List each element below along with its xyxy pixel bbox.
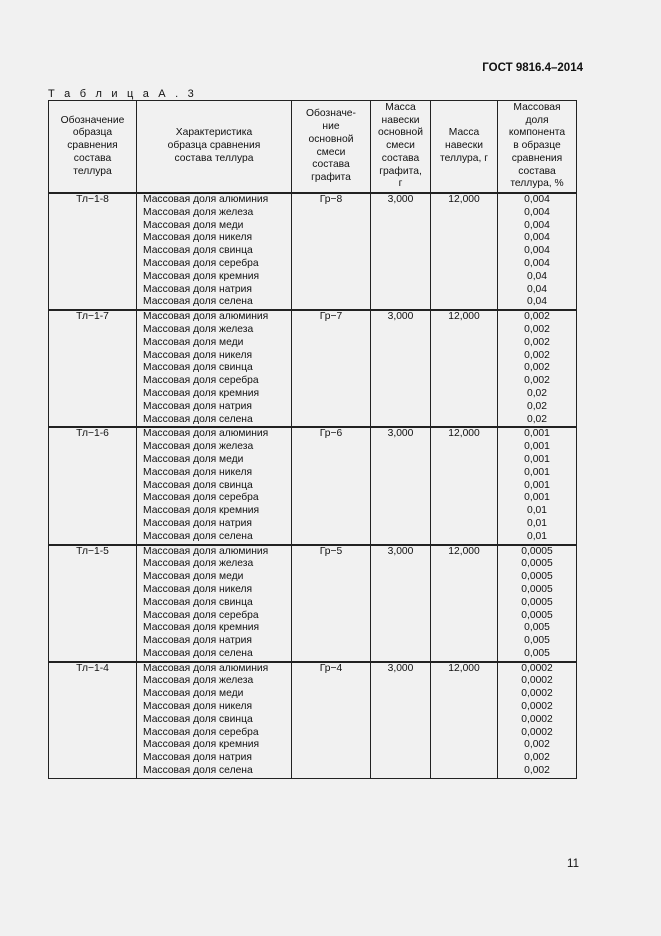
mass-fractions <box>498 427 577 544</box>
component-name: Массовая доля свинца <box>143 713 253 725</box>
column-header-mass-fraction: Массовая доля компонента в образце сравнения состава теллура, % <box>498 101 577 194</box>
component-name: Массовая доля кремния <box>143 739 260 751</box>
component-name: Массовая доля селена <box>143 530 253 542</box>
component-name: Массовая доля железа <box>143 441 254 453</box>
mass-fractions <box>498 193 577 310</box>
component-name: Массовая доля железа <box>143 558 254 570</box>
component-name: Массовая доля алюминия <box>143 428 269 440</box>
mass-fraction-value: 0,0002 <box>521 726 553 738</box>
component-name: Массовая доля свинца <box>143 245 253 257</box>
mass-fraction-value: 0,0002 <box>521 688 553 700</box>
sample-designation: Тл−1-5 <box>49 545 137 662</box>
mass-fractions <box>498 310 577 427</box>
tellurium-mass: 12,000 <box>431 545 498 662</box>
sample-designation: Тл−1-6 <box>49 427 137 544</box>
tellurium-mass: 12,000 <box>431 193 498 310</box>
page-number: 11 <box>567 858 579 870</box>
mass-fraction-value: 0,04 <box>526 270 548 282</box>
graphite-designation: Гр−7 <box>292 310 371 427</box>
component-name: Массовая доля никеля <box>143 349 253 361</box>
mass-fraction-value: 0,01 <box>526 530 548 542</box>
component-name: Массовая доля алюминия <box>143 194 269 205</box>
column-header-graphite-designation: Обозначе- ние основной смеси состава графита <box>292 101 371 194</box>
document-code: ГОСТ 9816.4–2014 <box>482 62 583 74</box>
table-row <box>49 662 577 779</box>
graphite-designation: Гр−6 <box>292 427 371 544</box>
mass-fractions <box>498 662 577 779</box>
mass-fraction-value: 0,001 <box>524 492 550 504</box>
table-row <box>49 427 577 544</box>
component-name: Массовая доля натрия <box>143 517 252 529</box>
mass-fraction-value: 0,002 <box>524 362 550 374</box>
mass-fraction-value: 0,0005 <box>521 571 553 583</box>
mass-fraction-value: 0,02 <box>526 387 548 399</box>
composition-table <box>48 100 577 779</box>
mass-fraction-value: 0,0002 <box>521 675 553 687</box>
mass-fraction-value: 0,001 <box>524 428 550 440</box>
mass-fraction-value: 0,0005 <box>521 545 553 557</box>
column-header-tellurium-mass: Масса навески теллура, г <box>431 101 498 194</box>
column-header-characteristic: Характеристика образца сравнения состава теллура <box>137 101 292 194</box>
mass-fraction-value: 0,002 <box>524 349 550 361</box>
graphite-mass: 3,000 <box>371 662 431 779</box>
mass-fraction-value: 0,0002 <box>521 701 553 713</box>
component-name: Массовая доля меди <box>143 336 244 348</box>
tellurium-mass: 12,000 <box>431 662 498 779</box>
component-name: Массовая доля кремния <box>143 505 260 517</box>
component-name: Массовая доля кремния <box>143 387 260 399</box>
component-name: Массовая доля железа <box>143 206 254 218</box>
mass-fraction-value: 0,001 <box>524 479 550 491</box>
component-name: Массовая доля натрия <box>143 283 252 295</box>
mass-fraction-value: 0,004 <box>524 232 550 244</box>
table-header-row <box>49 101 577 194</box>
component-name: Массовая доля меди <box>143 453 244 465</box>
graphite-mass: 3,000 <box>371 310 431 427</box>
component-names <box>137 310 292 427</box>
component-name: Массовая доля свинца <box>143 479 253 491</box>
component-name: Массовая доля натрия <box>143 752 252 764</box>
graphite-designation: Гр−8 <box>292 193 371 310</box>
mass-fraction-value: 0,04 <box>526 283 548 295</box>
graphite-mass: 3,000 <box>371 427 431 544</box>
table-body <box>49 193 577 778</box>
component-name: Массовая доля селена <box>143 765 253 777</box>
mass-fraction-value: 0,002 <box>524 336 550 348</box>
mass-fractions <box>498 545 577 662</box>
graphite-mass: 3,000 <box>371 545 431 662</box>
component-names <box>137 193 292 310</box>
mass-fraction-value: 0,0005 <box>521 558 553 570</box>
component-name: Массовая доля никеля <box>143 701 253 713</box>
component-name: Массовая доля свинца <box>143 362 253 374</box>
mass-fraction-value: 0,02 <box>526 413 548 425</box>
table-row <box>49 310 577 427</box>
column-header-sample: Обозначение образца сравнения состава теллура <box>49 101 137 194</box>
mass-fraction-value: 0,004 <box>524 257 550 269</box>
graphite-designation: Гр−5 <box>292 545 371 662</box>
component-name: Массовая доля меди <box>143 219 244 231</box>
mass-fraction-value: 0,0002 <box>521 662 553 674</box>
mass-fraction-value: 0,0005 <box>521 596 553 608</box>
mass-fraction-value: 0,0005 <box>521 609 553 621</box>
component-name: Массовая доля серебра <box>143 492 259 504</box>
sample-designation: Тл−1-4 <box>49 662 137 779</box>
component-name: Массовая доля никеля <box>143 583 253 595</box>
mass-fraction-value: 0,004 <box>524 219 550 231</box>
mass-fraction-value: 0,002 <box>524 311 550 323</box>
mass-fraction-value: 0,002 <box>524 752 550 764</box>
component-name: Массовая доля алюминия <box>143 545 269 557</box>
component-name: Массовая доля селена <box>143 413 253 425</box>
table-row <box>49 545 577 662</box>
component-name: Массовая доля натрия <box>143 635 252 647</box>
mass-fraction-value: 0,001 <box>524 453 550 465</box>
component-name: Массовая доля никеля <box>143 466 253 478</box>
component-name: Массовая доля серебра <box>143 609 259 621</box>
mass-fraction-value: 0,001 <box>524 466 550 478</box>
mass-fraction-value: 0,005 <box>524 635 550 647</box>
component-name: Массовая доля меди <box>143 571 244 583</box>
component-names <box>137 545 292 662</box>
tellurium-mass: 12,000 <box>431 310 498 427</box>
component-name: Массовая доля кремния <box>143 270 260 282</box>
mass-fraction-value: 0,002 <box>524 765 550 777</box>
mass-fraction-value: 0,04 <box>526 296 548 308</box>
mass-fraction-value: 0,005 <box>524 647 550 659</box>
graphite-mass: 3,000 <box>371 193 431 310</box>
component-name: Массовая доля натрия <box>143 400 252 412</box>
component-name: Массовая доля серебра <box>143 257 259 269</box>
mass-fraction-value: 0,01 <box>526 505 548 517</box>
mass-fraction-value: 0,002 <box>524 323 550 335</box>
component-names <box>137 427 292 544</box>
mass-fraction-value: 0,001 <box>524 441 550 453</box>
mass-fraction-value: 0,002 <box>524 739 550 751</box>
component-name: Массовая доля кремния <box>143 622 260 634</box>
graphite-designation: Гр−4 <box>292 662 371 779</box>
mass-fraction-value: 0,0005 <box>521 583 553 595</box>
mass-fraction-value: 0,004 <box>524 194 550 205</box>
component-name: Массовая доля селена <box>143 647 253 659</box>
component-name: Массовая доля железа <box>143 675 254 687</box>
mass-fraction-value: 0,02 <box>526 400 548 412</box>
component-name: Массовая доля железа <box>143 323 254 335</box>
component-name: Массовая доля селена <box>143 296 253 308</box>
component-name: Массовая доля серебра <box>143 726 259 738</box>
mass-fraction-value: 0,01 <box>526 517 548 529</box>
mass-fraction-value: 0,004 <box>524 206 550 218</box>
component-name: Массовая доля никеля <box>143 232 253 244</box>
table-caption: Т а б л и ц а А . 3 <box>48 88 197 100</box>
component-name: Массовая доля меди <box>143 688 244 700</box>
tellurium-mass: 12,000 <box>431 427 498 544</box>
component-names <box>137 662 292 779</box>
component-name: Массовая доля серебра <box>143 375 259 387</box>
mass-fraction-value: 0,004 <box>524 245 550 257</box>
column-header-graphite-mass: Масса навески основной смеси состава графита, г <box>371 101 431 194</box>
mass-fraction-value: 0,0002 <box>521 713 553 725</box>
table-row <box>49 193 577 310</box>
component-name: Массовая доля алюминия <box>143 311 269 323</box>
sample-designation: Тл−1-7 <box>49 310 137 427</box>
component-name: Массовая доля свинца <box>143 596 253 608</box>
sample-designation: Тл−1-8 <box>49 193 137 310</box>
mass-fraction-value: 0,005 <box>524 622 550 634</box>
component-name: Массовая доля алюминия <box>143 662 269 674</box>
mass-fraction-value: 0,002 <box>524 375 550 387</box>
